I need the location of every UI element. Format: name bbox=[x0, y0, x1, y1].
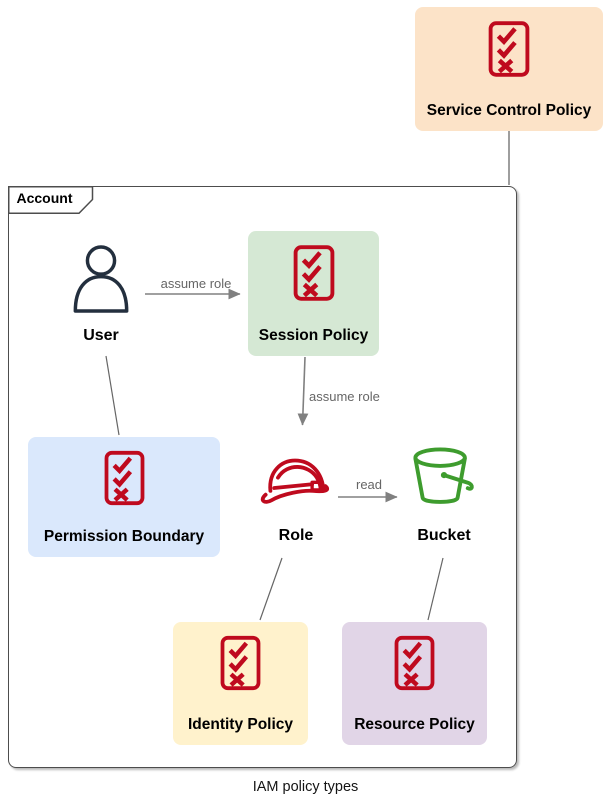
account-label: Account bbox=[16, 189, 73, 206]
edge-label-assume-role-session: assume role bbox=[309, 389, 380, 404]
policy-checklist-icon bbox=[392, 635, 437, 691]
edge-bucket-to-resource-policy bbox=[428, 558, 443, 620]
node-session-policy bbox=[248, 231, 379, 356]
node-label-permission-boundary: Permission Boundary bbox=[43, 528, 205, 545]
user-icon bbox=[70, 242, 132, 316]
policy-checklist-icon bbox=[291, 244, 337, 302]
diagram-caption: IAM policy types bbox=[252, 779, 359, 795]
edge-label-read: read bbox=[355, 477, 383, 492]
role-hat-icon bbox=[256, 452, 336, 507]
policy-checklist-icon bbox=[218, 635, 263, 691]
node-label-identity-policy: Identity Policy bbox=[187, 716, 294, 733]
node-permission-boundary bbox=[28, 437, 220, 557]
node-identity-policy bbox=[173, 622, 308, 745]
node-label-resource-policy: Resource Policy bbox=[354, 716, 475, 733]
node-label-user: User bbox=[83, 327, 119, 344]
node-label-service-control-policy: Service Control Policy bbox=[426, 102, 592, 119]
node-label-session-policy: Session Policy bbox=[258, 327, 369, 344]
edge-label-assume-role-user: assume role bbox=[160, 276, 232, 291]
edge-session-policy-to-role bbox=[303, 357, 306, 425]
node-service-control-policy bbox=[415, 7, 603, 131]
node-label-bucket: Bucket bbox=[417, 527, 471, 544]
policy-checklist-icon bbox=[102, 450, 147, 506]
bucket-icon bbox=[411, 446, 477, 510]
edge-role-to-identity-policy bbox=[260, 558, 282, 620]
node-label-role: Role bbox=[278, 527, 314, 544]
node-resource-policy bbox=[342, 622, 487, 745]
policy-checklist-icon bbox=[486, 20, 532, 78]
edge-user-to-permission-boundary bbox=[106, 356, 119, 435]
